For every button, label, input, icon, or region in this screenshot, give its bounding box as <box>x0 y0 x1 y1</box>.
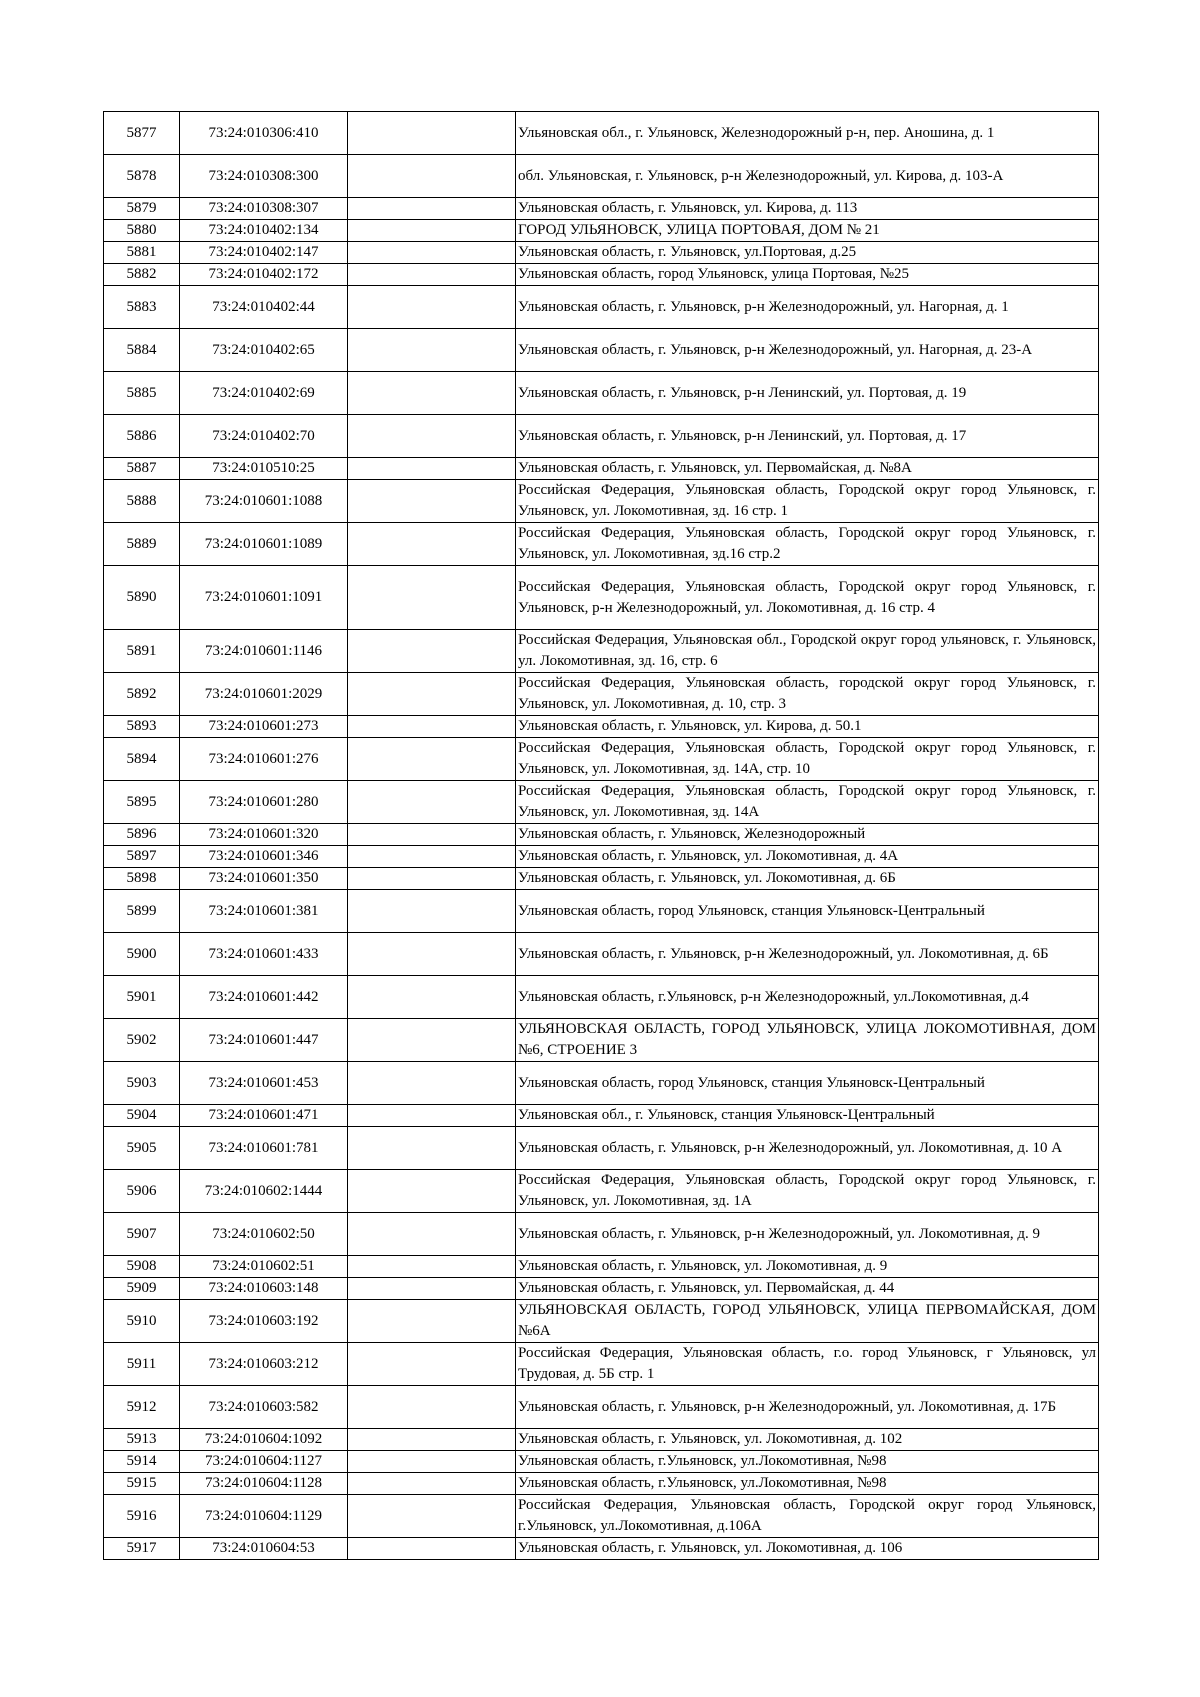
empty-cell <box>348 198 516 220</box>
empty-cell <box>348 458 516 480</box>
row-number-cell: 5886 <box>104 415 180 458</box>
address-cell: Ульяновская область, г. Ульяновск, ул.Портовая, д.25 <box>516 242 1099 264</box>
empty-cell <box>348 1127 516 1170</box>
row-number-cell: 5904 <box>104 1105 180 1127</box>
address-cell: Ульяновская область, г.Ульяновск, ул.Локомотивная, №98 <box>516 1473 1099 1495</box>
row-number-cell: 5898 <box>104 868 180 890</box>
empty-cell <box>348 824 516 846</box>
empty-cell <box>348 1170 516 1213</box>
row-number-cell: 5899 <box>104 890 180 933</box>
table-row <box>104 372 1099 415</box>
cadastral-number-cell: 73:24:010604:1128 <box>180 1473 348 1495</box>
row-number-cell: 5887 <box>104 458 180 480</box>
table-row <box>104 480 1099 523</box>
address-cell: Ульяновская область, г. Ульяновск, ул. Локомотивная, д. 106 <box>516 1538 1099 1560</box>
cadastral-number-cell: 73:24:010602:50 <box>180 1213 348 1256</box>
address-cell: Ульяновская область, г. Ульяновск, р-н Железнодорожный, ул. Нагорная, д. 23-А <box>516 329 1099 372</box>
cadastral-number-cell: 73:24:010601:350 <box>180 868 348 890</box>
cadastral-number-cell: 73:24:010601:453 <box>180 1062 348 1105</box>
address-cell: Ульяновская область, г.Ульяновск, р-н Железнодорожный, ул.Локомотивная, д.4 <box>516 976 1099 1019</box>
address-cell: Российская Федерация, Ульяновская область, Городской округ город Ульяновск, г. Ульяновск, ул. Локомотивная, зд. 1А <box>516 1170 1099 1213</box>
address-cell: Российская Федерация, Ульяновская область, Городской округ город Ульяновск, г.Ульяновск, ул.Локомотивная, д.106А <box>516 1495 1099 1538</box>
address-cell: Ульяновская область, г. Ульяновск, р-н Железнодорожный, ул. Нагорная, д. 1 <box>516 286 1099 329</box>
address-cell: Ульяновская область, г. Ульяновск, ул. Кирова, д. 113 <box>516 198 1099 220</box>
table-row <box>104 1473 1099 1495</box>
row-number-cell: 5903 <box>104 1062 180 1105</box>
address-cell: Российская Федерация, Ульяновская область, Городской округ город Ульяновск, г. Ульяновск, ул. Локомотивная, зд. 14А <box>516 781 1099 824</box>
row-number-cell: 5905 <box>104 1127 180 1170</box>
table-row <box>104 976 1099 1019</box>
empty-cell <box>348 155 516 198</box>
row-number-cell: 5894 <box>104 738 180 781</box>
cadastral-number-cell: 73:24:010601:273 <box>180 716 348 738</box>
cadastral-number-cell: 73:24:010602:1444 <box>180 1170 348 1213</box>
row-number-cell: 5906 <box>104 1170 180 1213</box>
table-row <box>104 781 1099 824</box>
table-row <box>104 1170 1099 1213</box>
row-number-cell: 5892 <box>104 673 180 716</box>
table-row <box>104 824 1099 846</box>
empty-cell <box>348 1062 516 1105</box>
table-row <box>104 415 1099 458</box>
cadastral-number-cell: 73:24:010402:134 <box>180 220 348 242</box>
row-number-cell: 5889 <box>104 523 180 566</box>
address-cell: УЛЬЯНОВСКАЯ ОБЛАСТЬ, ГОРОД УЛЬЯНОВСК, УЛИЦА ЛОКОМОТИВНАЯ, ДОМ №6, СТРОЕНИЕ 3 <box>516 1019 1099 1062</box>
cadastral-number-cell: 73:24:010601:1091 <box>180 566 348 630</box>
row-number-cell: 5914 <box>104 1451 180 1473</box>
row-number-cell: 5883 <box>104 286 180 329</box>
empty-cell <box>348 1429 516 1451</box>
address-cell: Ульяновская область, г. Ульяновск, ул. Локомотивная, д. 102 <box>516 1429 1099 1451</box>
cadastral-number-cell: 73:24:010510:25 <box>180 458 348 480</box>
row-number-cell: 5913 <box>104 1429 180 1451</box>
row-number-cell: 5907 <box>104 1213 180 1256</box>
table-row <box>104 1019 1099 1062</box>
cadastral-number-cell: 73:24:010601:1089 <box>180 523 348 566</box>
table-row <box>104 566 1099 630</box>
row-number-cell: 5908 <box>104 1256 180 1278</box>
address-cell: Ульяновская область, город Ульяновск, станция Ульяновск-Центральный <box>516 890 1099 933</box>
registry-table-body <box>104 112 1099 1560</box>
address-cell: Ульяновская область, г. Ульяновск, ул. Кирова, д. 50.1 <box>516 716 1099 738</box>
cadastral-number-cell: 73:24:010402:69 <box>180 372 348 415</box>
empty-cell <box>348 523 516 566</box>
cadastral-number-cell: 73:24:010308:300 <box>180 155 348 198</box>
address-cell: Ульяновская область, город Ульяновск, улица Портовая, №25 <box>516 264 1099 286</box>
empty-cell <box>348 1256 516 1278</box>
empty-cell <box>348 846 516 868</box>
row-number-cell: 5910 <box>104 1300 180 1343</box>
row-number-cell: 5900 <box>104 933 180 976</box>
table-row <box>104 329 1099 372</box>
empty-cell <box>348 286 516 329</box>
table-row <box>104 264 1099 286</box>
cadastral-number-cell: 73:24:010402:44 <box>180 286 348 329</box>
empty-cell <box>348 1343 516 1386</box>
cadastral-number-cell: 73:24:010306:410 <box>180 112 348 155</box>
address-cell: УЛЬЯНОВСКАЯ ОБЛАСТЬ, ГОРОД УЛЬЯНОВСК, УЛИЦА ПЕРВОМАЙСКАЯ, ДОМ №6А <box>516 1300 1099 1343</box>
empty-cell <box>348 329 516 372</box>
empty-cell <box>348 1538 516 1560</box>
empty-cell <box>348 1386 516 1429</box>
empty-cell <box>348 480 516 523</box>
empty-cell <box>348 372 516 415</box>
cadastral-number-cell: 73:24:010604:53 <box>180 1538 348 1560</box>
address-cell: Ульяновская обл., г. Ульяновск, станция Ульяновск-Центральный <box>516 1105 1099 1127</box>
empty-cell <box>348 1213 516 1256</box>
cadastral-number-cell: 73:24:010603:192 <box>180 1300 348 1343</box>
row-number-cell: 5912 <box>104 1386 180 1429</box>
row-number-cell: 5881 <box>104 242 180 264</box>
cadastral-number-cell: 73:24:010308:307 <box>180 198 348 220</box>
table-row <box>104 1105 1099 1127</box>
table-row <box>104 1127 1099 1170</box>
empty-cell <box>348 1278 516 1300</box>
empty-cell <box>348 933 516 976</box>
cadastral-number-cell: 73:24:010604:1129 <box>180 1495 348 1538</box>
address-cell: Российская Федерация, Ульяновская область, Городской округ город Ульяновск, г. Ульяновск, р-н Железнодорожный, ул. Локомотивная, д. 16 стр. 4 <box>516 566 1099 630</box>
table-row <box>104 1343 1099 1386</box>
row-number-cell: 5878 <box>104 155 180 198</box>
empty-cell <box>348 1473 516 1495</box>
table-row <box>104 933 1099 976</box>
table-row <box>104 1451 1099 1473</box>
table-row <box>104 523 1099 566</box>
cadastral-number-cell: 73:24:010601:447 <box>180 1019 348 1062</box>
cadastral-number-cell: 73:24:010402:147 <box>180 242 348 264</box>
address-cell: Ульяновская область, город Ульяновск, станция Ульяновск-Центральный <box>516 1062 1099 1105</box>
address-cell: Ульяновская область, г. Ульяновск, ул. Первомайская, д. №8А <box>516 458 1099 480</box>
table-row <box>104 198 1099 220</box>
empty-cell <box>348 868 516 890</box>
empty-cell <box>348 220 516 242</box>
cadastral-number-cell: 73:24:010601:381 <box>180 890 348 933</box>
table-row <box>104 1256 1099 1278</box>
cadastral-number-cell: 73:24:010603:148 <box>180 1278 348 1300</box>
table-row <box>104 1538 1099 1560</box>
address-cell: Российская Федерация, Ульяновская область, г.о. город Ульяновск, г Ульяновск, ул Трудовая, д. 5Б стр. 1 <box>516 1343 1099 1386</box>
address-cell: Ульяновская область, г. Ульяновск, р-н Ленинский, ул. Портовая, д. 17 <box>516 415 1099 458</box>
empty-cell <box>348 415 516 458</box>
row-number-cell: 5893 <box>104 716 180 738</box>
row-number-cell: 5890 <box>104 566 180 630</box>
address-cell: Российская Федерация, Ульяновская область, Городской округ город Ульяновск, г. Ульяновск, ул. Локомотивная, зд.16 стр.2 <box>516 523 1099 566</box>
address-cell: Ульяновская обл., г. Ульяновск, Железнодорожный р-н, пер. Аношина, д. 1 <box>516 112 1099 155</box>
cadastral-number-cell: 73:24:010602:51 <box>180 1256 348 1278</box>
cadastral-number-cell: 73:24:010603:212 <box>180 1343 348 1386</box>
address-cell: Российская Федерация, Ульяновская область, Городской округ город Ульяновск, г. Ульяновск, ул. Локомотивная, зд. 14А, стр. 10 <box>516 738 1099 781</box>
cadastral-number-cell: 73:24:010402:65 <box>180 329 348 372</box>
table-row <box>104 673 1099 716</box>
empty-cell <box>348 112 516 155</box>
empty-cell <box>348 630 516 673</box>
row-number-cell: 5917 <box>104 1538 180 1560</box>
table-row <box>104 890 1099 933</box>
table-row <box>104 286 1099 329</box>
empty-cell <box>348 1495 516 1538</box>
table-row <box>104 1495 1099 1538</box>
row-number-cell: 5909 <box>104 1278 180 1300</box>
cadastral-number-cell: 73:24:010601:280 <box>180 781 348 824</box>
address-cell: обл. Ульяновская, г. Ульяновск, р-н Железнодорожный, ул. Кирова, д. 103-А <box>516 155 1099 198</box>
empty-cell <box>348 1451 516 1473</box>
cadastral-number-cell: 73:24:010402:70 <box>180 415 348 458</box>
address-cell: Российская Федерация, Ульяновская область, городской округ город Ульяновск, г. Ульяновск, ул. Локомотивная, д. 10, стр. 3 <box>516 673 1099 716</box>
table-row <box>104 242 1099 264</box>
row-number-cell: 5879 <box>104 198 180 220</box>
row-number-cell: 5888 <box>104 480 180 523</box>
address-cell: Российская Федерация, Ульяновская обл., Городской округ город ульяновск, г. Ульяновск, ул. Локомотивная, зд. 16, стр. 6 <box>516 630 1099 673</box>
empty-cell <box>348 890 516 933</box>
address-cell: Ульяновская область, г. Ульяновск, ул. Локомотивная, д. 6Б <box>516 868 1099 890</box>
table-row <box>104 1386 1099 1429</box>
empty-cell <box>348 242 516 264</box>
cadastral-number-cell: 73:24:010604:1127 <box>180 1451 348 1473</box>
cadastral-number-cell: 73:24:010601:781 <box>180 1127 348 1170</box>
table-row <box>104 155 1099 198</box>
cadastral-number-cell: 73:24:010601:346 <box>180 846 348 868</box>
cadastral-number-cell: 73:24:010603:582 <box>180 1386 348 1429</box>
empty-cell <box>348 264 516 286</box>
cadastral-number-cell: 73:24:010601:471 <box>180 1105 348 1127</box>
table-row <box>104 630 1099 673</box>
cadastral-number-cell: 73:24:010601:433 <box>180 933 348 976</box>
row-number-cell: 5911 <box>104 1343 180 1386</box>
cadastral-number-cell: 73:24:010601:1146 <box>180 630 348 673</box>
address-cell: Ульяновская область, г. Ульяновск, ул. Локомотивная, д. 4А <box>516 846 1099 868</box>
empty-cell <box>348 673 516 716</box>
row-number-cell: 5877 <box>104 112 180 155</box>
address-cell: Ульяновская область, г. Ульяновск, р-н Железнодорожный, ул. Локомотивная, д. 10 А <box>516 1127 1099 1170</box>
empty-cell <box>348 716 516 738</box>
cadastral-number-cell: 73:24:010601:442 <box>180 976 348 1019</box>
row-number-cell: 5895 <box>104 781 180 824</box>
cadastral-number-cell: 73:24:010604:1092 <box>180 1429 348 1451</box>
table-row <box>104 868 1099 890</box>
empty-cell <box>348 738 516 781</box>
address-cell: Ульяновская область, г. Ульяновск, Железнодорожный <box>516 824 1099 846</box>
row-number-cell: 5885 <box>104 372 180 415</box>
row-number-cell: 5884 <box>104 329 180 372</box>
row-number-cell: 5880 <box>104 220 180 242</box>
table-row <box>104 846 1099 868</box>
table-row <box>104 1300 1099 1343</box>
cadastral-number-cell: 73:24:010402:172 <box>180 264 348 286</box>
table-row <box>104 1429 1099 1451</box>
empty-cell <box>348 566 516 630</box>
row-number-cell: 5882 <box>104 264 180 286</box>
empty-cell <box>348 1019 516 1062</box>
address-cell: Ульяновская область, г. Ульяновск, р-н Ленинский, ул. Портовая, д. 19 <box>516 372 1099 415</box>
cadastral-number-cell: 73:24:010601:320 <box>180 824 348 846</box>
table-row <box>104 220 1099 242</box>
empty-cell <box>348 1300 516 1343</box>
address-cell: Ульяновская область, г.Ульяновск, ул.Локомотивная, №98 <box>516 1451 1099 1473</box>
empty-cell <box>348 976 516 1019</box>
address-cell: Ульяновская область, г. Ульяновск, ул. Первомайская, д. 44 <box>516 1278 1099 1300</box>
address-cell: Ульяновская область, г. Ульяновск, ул. Локомотивная, д. 9 <box>516 1256 1099 1278</box>
table-row <box>104 1062 1099 1105</box>
row-number-cell: 5897 <box>104 846 180 868</box>
row-number-cell: 5902 <box>104 1019 180 1062</box>
cadastral-number-cell: 73:24:010601:276 <box>180 738 348 781</box>
table-row <box>104 1213 1099 1256</box>
empty-cell <box>348 1105 516 1127</box>
empty-cell <box>348 781 516 824</box>
address-cell: Ульяновская область, г. Ульяновск, р-н Железнодорожный, ул. Локомотивная, д. 17Б <box>516 1386 1099 1429</box>
table-row <box>104 716 1099 738</box>
table-row <box>104 458 1099 480</box>
address-cell: Ульяновская область, г. Ульяновск, р-н Железнодорожный, ул. Локомотивная, д. 6Б <box>516 933 1099 976</box>
table-row <box>104 1278 1099 1300</box>
address-cell: ГОРОД УЛЬЯНОВСК, УЛИЦА ПОРТОВАЯ, ДОМ № 21 <box>516 220 1099 242</box>
row-number-cell: 5915 <box>104 1473 180 1495</box>
row-number-cell: 5901 <box>104 976 180 1019</box>
table-row <box>104 738 1099 781</box>
table-row <box>104 112 1099 155</box>
cadastral-number-cell: 73:24:010601:1088 <box>180 480 348 523</box>
registry-table <box>103 111 1099 1560</box>
address-cell: Российская Федерация, Ульяновская область, Городской округ город Ульяновск, г. Ульяновск, ул. Локомотивная, зд. 16 стр. 1 <box>516 480 1099 523</box>
row-number-cell: 5896 <box>104 824 180 846</box>
row-number-cell: 5891 <box>104 630 180 673</box>
cadastral-number-cell: 73:24:010601:2029 <box>180 673 348 716</box>
address-cell: Ульяновская область, г. Ульяновск, р-н Железнодорожный, ул. Локомотивная, д. 9 <box>516 1213 1099 1256</box>
row-number-cell: 5916 <box>104 1495 180 1538</box>
